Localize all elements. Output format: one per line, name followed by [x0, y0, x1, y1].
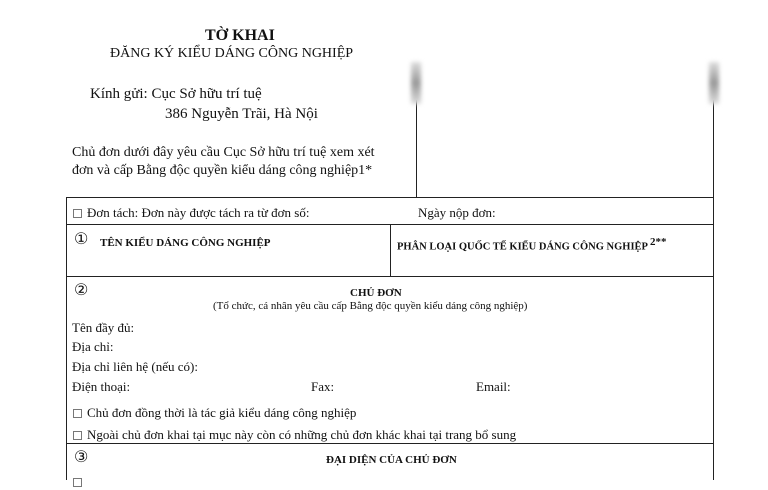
recipient-label: Kính gửi: Cục Sở hữu trí tuệ	[90, 86, 262, 102]
scan-blur-mark-right	[709, 62, 719, 104]
fax-label: Fax:	[311, 379, 335, 394]
split-application-row[interactable]	[73, 205, 309, 221]
row-border-section1	[66, 276, 714, 277]
request-line-2: đơn và cấp Bằng độc quyền kiểu dáng công nghiệp1*	[72, 163, 373, 178]
form-subtitle: ĐĂNG KÝ KIỂU DÁNG CÔNG NGHIỆP	[110, 46, 354, 61]
form-right-border-top	[713, 100, 714, 197]
row-border-section2	[66, 443, 714, 444]
full-name-label: Tên đầy đủ:	[72, 320, 135, 335]
row-border-top	[66, 197, 714, 198]
form-right-border	[713, 197, 714, 480]
recipient-address: 386 Nguyễn Trãi, Hà Nội	[165, 106, 318, 122]
section3-cutoff-row	[73, 474, 87, 490]
classification-footnote: 2**	[650, 236, 667, 248]
scan-blur-mark-left	[411, 62, 421, 104]
section2-subtitle: (Tổ chức, cá nhân yêu cầu cấp Bằng độc quyền kiểu dáng công nghiệp)	[213, 300, 528, 312]
other-owners-label: Ngoài chủ đơn khai tại mục này còn có những chủ đơn khác khai tại trang bổ sung	[87, 427, 517, 442]
section1-number: ①	[74, 231, 89, 248]
split-application-checkbox[interactable]	[73, 209, 82, 218]
contact-address-label: Địa chỉ liên hệ (nếu có):	[72, 359, 198, 374]
section3-checkbox[interactable]	[73, 478, 82, 487]
address-label: Địa chỉ:	[72, 339, 114, 354]
other-owners-checkbox[interactable]	[73, 431, 82, 440]
section1-divider	[390, 224, 391, 276]
section2-title: CHỦ ĐƠN	[350, 287, 402, 299]
classification-label	[397, 236, 667, 253]
classification-label-text: PHÂN LOẠI QUỐC TẾ KIỂU DÁNG CÔNG NGHIỆP	[397, 241, 648, 253]
owner-is-author-label: Chủ đơn đồng thời là tác giả kiểu dáng công nghiệp	[87, 405, 357, 420]
stamp-box-divider	[416, 100, 417, 197]
request-line-1: Chủ đơn dưới đây yêu cầu Cục Sở hữu trí tuệ xem xét	[72, 145, 375, 160]
section3-number: ③	[74, 449, 89, 466]
section3-title: ĐẠI DIỆN CỦA CHỦ ĐƠN	[326, 454, 457, 466]
email-label: Email:	[476, 379, 511, 394]
design-name-label: TÊN KIỂU DÁNG CÔNG NGHIỆP	[100, 237, 271, 249]
section2-number: ②	[74, 282, 89, 299]
owner-is-author-checkbox[interactable]	[73, 409, 82, 418]
owner-is-author-row[interactable]	[73, 405, 356, 421]
filing-date-label: Ngày nộp đơn:	[418, 205, 496, 220]
form-title: TỜ KHAI	[205, 27, 275, 44]
form-left-border	[66, 197, 67, 480]
phone-label: Điện thoại:	[72, 379, 131, 394]
other-owners-row[interactable]	[73, 427, 516, 443]
split-application-label: Đơn tách: Đơn này được tách ra từ đơn số:	[87, 205, 310, 220]
